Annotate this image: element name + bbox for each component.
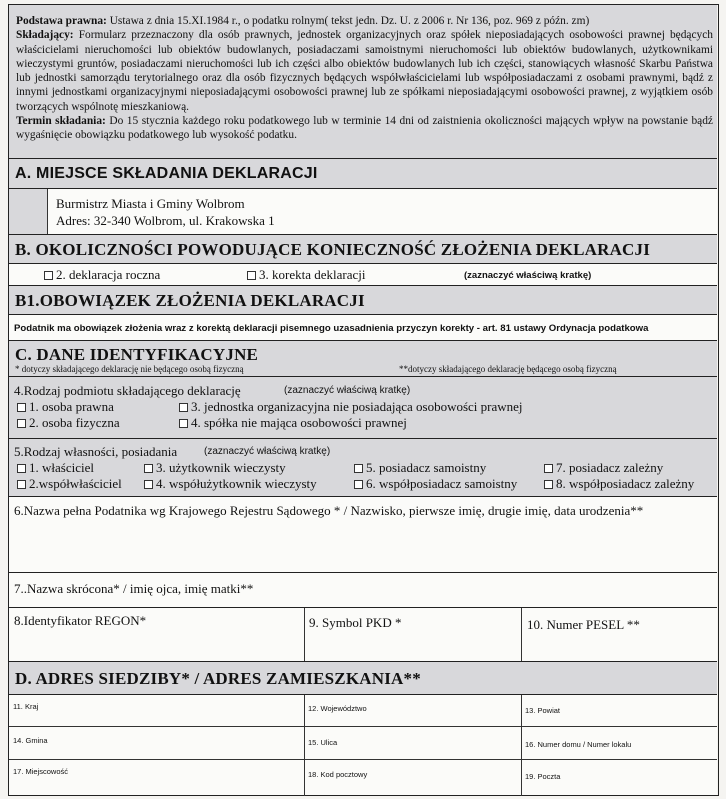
pkd-label: 9. Symbol PKD * [309,615,402,630]
org-unit-label: 3. jednostka organizacyjna nie posiadająca osobowości prawnej [191,399,523,414]
post-office-field[interactable]: 19. Poczta [525,772,561,781]
street-field[interactable]: 15. Ulica [308,738,338,747]
dependent-holder-label: 7. posiadacz zależny [556,460,664,475]
co-dependent-holder-checkbox[interactable] [544,480,553,489]
section-d-header [9,661,717,694]
declaration-form [8,4,719,796]
regon-label: 8.Identyfikator REGON* [14,613,147,628]
field-5-hint: (zaznaczyć właściwą kratkę) [204,446,331,457]
section-b1-body [9,314,717,340]
field-4-hint: (zaznaczyć właściwą kratkę) [284,385,411,396]
office-address: Adres: 32-340 Wolbrom, ul. Krakowska 1 [56,213,275,228]
natural-person-note: **dotyczy składającego deklarację będącego osobą fizyczną [399,364,617,374]
annual-declaration-label: 2. deklaracja roczna [56,267,161,282]
legal-basis-text: Ustawa z dnia 15.XI.1984 r., o podatku rolnym( tekst jedn. Dz. U. z 2006 r. Nr 136, poz. 969 z późn. zm) [109,15,590,27]
divider [304,608,305,662]
independent-holder-option[interactable] [354,460,486,476]
legal-person-option[interactable] [17,399,114,415]
section-b-header [9,234,717,263]
field-6-label: 6.Nazwa pełna Podatnika wg Krajowego Rejestru Sądowego * / Nazwisko, pierwsze imię, drugie imię, data urodzenia** [14,503,644,518]
natural-person-label: 2. osoba fizyczna [29,415,120,430]
independent-holder-checkbox[interactable] [354,464,363,473]
divider [304,695,305,796]
house-number-field[interactable]: 16. Numer domu / Numer lokalu [525,740,632,749]
co-owner-checkbox[interactable] [17,480,26,489]
org-unit-checkbox[interactable] [179,403,188,412]
country-field[interactable]: 11. Kraj [13,702,39,711]
co-perpetual-user-label: 4. współużytkownik wieczysty [156,476,317,491]
correction-checkbox[interactable] [247,271,256,280]
county-field[interactable]: 13. Powiat [525,706,561,715]
deadline-text: Do 15 stycznia każdego roku podatkowego lub w terminie 14 dni od zaistnienia okoliczności mających wpływ na powstanie bądź wygaśnięcie obowiązku podatkowego lub wysokość podatku. [16,115,713,142]
pesel-label: 10. Numer PESEL ** [527,617,640,632]
dependent-holder-option[interactable] [544,460,663,476]
field-4-label: 4.Rodzaj podmiotu składającego deklarację [14,383,241,398]
postal-code-field[interactable]: 18. Kod pocztowy [308,770,368,779]
filer-label: Składający: [16,29,74,42]
natural-person-option[interactable] [17,415,120,431]
dependent-holder-checkbox[interactable] [544,464,553,473]
header-notes [9,5,717,167]
divider [521,608,522,662]
city-field[interactable]: 17. Miejscowość [13,767,69,776]
co-independent-holder-label: 6. współposiadacz samoistny [366,476,518,491]
legal-person-checkbox[interactable] [17,403,26,412]
voivodeship-field[interactable]: 12. Województwo [308,704,367,713]
perpetual-user-option[interactable] [144,460,286,476]
owner-checkbox[interactable] [17,464,26,473]
co-perpetual-user-checkbox[interactable] [144,480,153,489]
field-6-full-name[interactable] [9,496,717,572]
legal-entity-note: * dotyczy składającego deklarację nie będącego osobą fizyczną [15,364,244,374]
perpetual-user-checkbox[interactable] [144,464,153,473]
section-c-header [9,340,717,376]
legal-basis-label: Podstawa prawna: [16,15,107,27]
correction-label: 3. korekta deklaracji [259,267,366,282]
field-4-entity-type [9,376,717,438]
address-grid [9,694,717,795]
office-name: Burmistrz Miasta i Gminy Wolbrom [56,196,245,211]
perpetual-user-label: 3. użytkownik wieczysty [156,460,286,475]
section-a-title: A. MIEJSCE SKŁADANIA DEKLARACJI [15,165,318,182]
co-perpetual-user-option[interactable] [144,476,317,492]
natural-person-checkbox[interactable] [17,419,26,428]
co-owner-label: 2.współwłaściciel [29,476,122,491]
section-a-body [9,188,717,236]
org-unit-option[interactable] [179,399,523,415]
identifier-row [9,607,717,661]
section-b-hint: (zaznaczyć właściwą kratkę) [464,270,592,281]
legal-person-label: 1. osoba prawna [29,399,114,414]
divider [9,726,717,727]
co-dependent-holder-option[interactable] [544,476,694,492]
section-b1-title: B1.OBOWIĄZEK ZŁOŻENIA DEKLARACJI [15,291,365,310]
independent-holder-label: 5. posiadacz samoistny [366,460,487,475]
field-5-ownership-type [9,438,717,496]
co-owner-option[interactable] [17,476,122,492]
co-dependent-holder-label: 8. współposiadacz zależny [556,476,695,491]
divider [521,695,522,796]
section-b-title: B. OKOLICZNOŚCI POWODUJĄCE KONIECZNOŚĆ ZŁOŻENIA DEKLARACJI [15,240,651,259]
company-label: 4. spółka nie mająca osobowości prawnej [191,415,407,430]
company-option[interactable] [179,415,407,431]
divider [9,759,717,760]
correction-option[interactable] [247,267,365,283]
field-7-label: 7..Nazwa skrócona* / imię ojca, imię matki** [14,581,254,596]
submission-place-box [47,189,717,235]
field-5-label: 5.Rodzaj własności, posiadania [14,444,178,459]
filer-text: Formularz przeznaczony dla osób prawnych, jednostek organizacyjnych oraz spółek nieposiadających osobowości prawnej będących właścicielami nieruchomości lub obiektów budowlanych, posiadaczami samoistnymi nieruchomości lub obiektów budowlanych, użytkownikami wieczystymi gruntów, posiadaczami nieruchomości lub ich części albo obiektów budowlanych lub ich części, stanowiących własność Skarbu Państwa lub jednostki samorządu terytorialnego oraz dla osób fizycznych będących współwłaścicielami lub współposiadaczami z osobami prawnymi, bądź z innymi jednostkami organizacyjnymi nieposiadającymi osobowości prawnej lub ze spółkami nieposiadającymi osobowości prawnej, z wyjątkiem osób tworzących wspólnotę mieszkaniową. [16,29,713,113]
annual-declaration-checkbox[interactable] [44,271,53,280]
header-text [16,14,713,143]
correction-justification-text: Podatnik ma obowiązek złożenia wraz z korektą deklaracji pisemnego uzasadnienia przyczyn korekty - art. 81 ustawy Ordynacja podatkowa [14,323,649,334]
annual-declaration-option[interactable] [44,267,160,283]
section-b-options [9,263,717,285]
owner-option[interactable] [17,460,94,476]
field-7-short-name[interactable] [9,572,717,607]
owner-label: 1. właściciel [29,460,94,475]
section-d-title: D. ADRES SIEDZIBY* / ADRES ZAMIESZKANIA** [15,669,421,688]
company-checkbox[interactable] [179,419,188,428]
section-b1-header [9,285,717,314]
co-independent-holder-checkbox[interactable] [354,480,363,489]
section-a-header [9,158,717,188]
municipality-field[interactable]: 14. Gmina [13,736,48,745]
deadline-label: Termin składania: [16,115,106,128]
section-c-title: C. DANE IDENTYFIKACYJNE [15,345,259,364]
co-independent-holder-option[interactable] [354,476,517,492]
